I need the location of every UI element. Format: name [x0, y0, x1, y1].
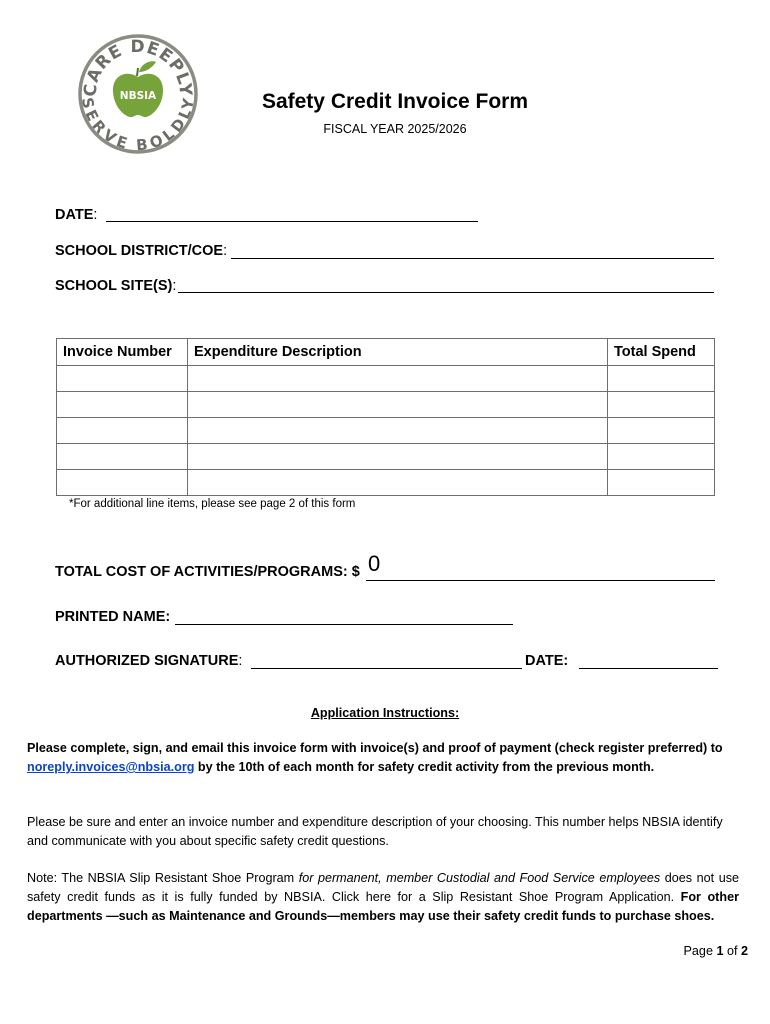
invoice-number-cell[interactable] — [57, 470, 188, 496]
invoice-number-cell[interactable] — [57, 366, 188, 392]
nbsia-logo — [76, 32, 200, 156]
table-row — [57, 444, 715, 470]
invoice-number-cell[interactable] — [57, 418, 188, 444]
school-site-label: SCHOOL SITE(S): — [55, 278, 177, 294]
authorized-signature-field[interactable] — [251, 668, 522, 669]
printed-name-field[interactable] — [175, 624, 513, 625]
table-row — [57, 366, 715, 392]
printed-name-label: PRINTED NAME: — [55, 609, 171, 625]
expenditure-description-cell[interactable] — [188, 444, 608, 470]
total-spend-cell[interactable] — [608, 392, 715, 418]
logo-bottom-text: SERVE BOLDLY — [77, 96, 199, 155]
instructions-paragraph-2: Please be sure and enter an invoice number and expenditure description of your choosing. This number helps NBSIA identify and communicate with you about specific safety credit questions. — [27, 815, 723, 848]
fiscal-year: FISCAL YEAR 2025/2026 — [323, 122, 467, 136]
email-link[interactable]: noreply.invoices@nbsia.org — [27, 760, 195, 774]
logo-center-text: NBSIA — [119, 90, 157, 102]
expenditure-description-cell[interactable] — [188, 418, 608, 444]
table-row — [57, 470, 715, 496]
table-row — [57, 418, 715, 444]
logo-top-text: CARE DEEPLY — [80, 36, 196, 98]
total-cost-value[interactable]: 0 — [368, 551, 381, 576]
school-district-label: SCHOOL DISTRICT/COE: — [55, 243, 228, 259]
page-number: Page 1 of 2 — [683, 944, 748, 958]
total-spend-cell[interactable] — [608, 470, 715, 496]
signature-date-field[interactable] — [579, 668, 718, 669]
invoice-number-cell[interactable] — [57, 392, 188, 418]
invoice-table — [56, 338, 715, 496]
column-header-invoice-number: Invoice Number — [57, 339, 188, 366]
instructions-heading: Application Instructions: — [310, 706, 460, 720]
total-spend-cell[interactable] — [608, 366, 715, 392]
instructions-paragraph-1: Please complete, sign, and email this invoice form with invoice(s) and proof of payment (check register preferred) to noreply.invoices@nbsia.org by the 10th of each month for safety credit activity from the previous month. — [27, 741, 723, 774]
invoice-number-cell[interactable] — [57, 444, 188, 470]
authorized-signature-label: AUTHORIZED SIGNATURE: — [55, 653, 243, 669]
expenditure-description-cell[interactable] — [188, 470, 608, 496]
instructions-paragraph-3: Note: The NBSIA Slip Resistant Shoe Program for permanent, member Custodial and Food Service employees does not use safety credit funds as it is fully funded by NBSIA. Click here for a Slip Resistant Shoe Program Application. For other departments —such as Maintenance and Grounds—members may use their safety credit funds to purchase shoes. — [27, 871, 739, 923]
signature-date-label: DATE: — [525, 653, 569, 669]
date-field[interactable] — [106, 221, 478, 222]
column-header-expenditure-description: Expenditure Description — [188, 339, 608, 366]
table-header-row — [57, 339, 715, 366]
expenditure-description-cell[interactable] — [188, 366, 608, 392]
total-spend-cell[interactable] — [608, 444, 715, 470]
school-district-field[interactable] — [231, 258, 714, 259]
total-cost-label: TOTAL COST OF ACTIVITIES/PROGRAMS: $ — [55, 564, 360, 580]
table-footnote: *For additional line items, please see page 2 of this form — [69, 498, 356, 510]
column-header-total-spend: Total Spend — [608, 339, 715, 366]
slip-resistant-shoe-link[interactable]: does not use safety credit funds as it is fully funded by NBSIA. Click here for a Slip Resistant Shoe Program Application. — [27, 871, 739, 904]
table-row — [57, 392, 715, 418]
date-label: DATE: — [55, 207, 98, 223]
total-spend-cell[interactable] — [608, 418, 715, 444]
total-cost-field[interactable] — [366, 580, 715, 581]
school-site-field[interactable] — [178, 292, 714, 293]
form-title: Safety Credit Invoice Form — [261, 90, 529, 113]
expenditure-description-cell[interactable] — [188, 392, 608, 418]
